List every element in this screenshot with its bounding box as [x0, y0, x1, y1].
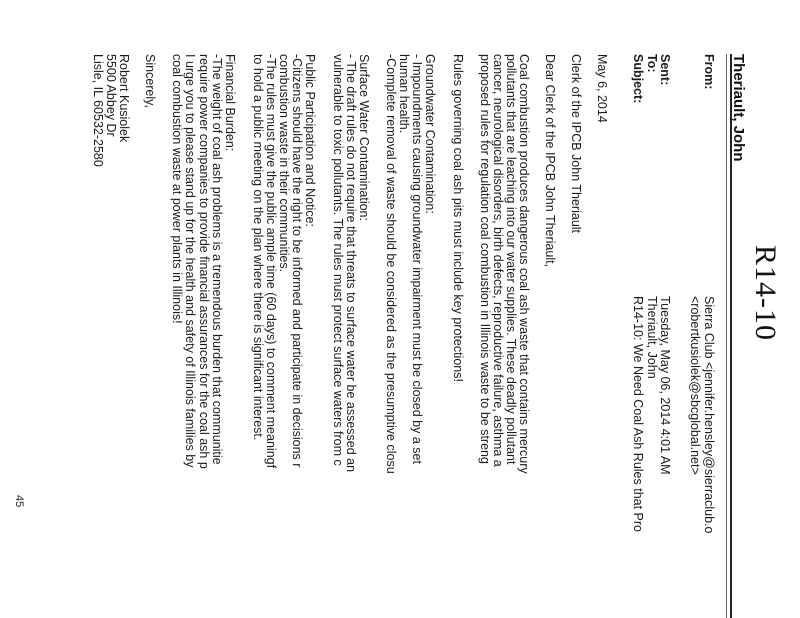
section-heading: Public Participation and Notice:: [303, 54, 317, 228]
recipient-line: Clerk of the IPCB John Theriault: [569, 54, 583, 234]
page-number: 45: [13, 495, 25, 508]
surface-water-section: [331, 54, 370, 472]
appeal-line: I urge you to please stand up for the health and safety of Illinois families by: [183, 54, 197, 468]
closing: Sincerely,: [143, 54, 157, 108]
financial-burden-section: [197, 54, 236, 469]
from-value-email: <robertkusiolek@sbcglobal.net>: [688, 296, 702, 475]
key-protections-line: Rules governing coal ash pits must include key protections!: [451, 54, 465, 382]
section-heading: Financial Burden:: [223, 54, 237, 152]
sent-value: Tuesday, May 06, 2014 4:01 AM: [658, 296, 672, 475]
section-line: vulnerable to toxic pollutants. The rules must protect surface waters from c: [331, 54, 345, 466]
section-line: -The rules must give the public ample time (60 days) to comment meaningf: [264, 54, 278, 469]
groundwater-section: [384, 54, 436, 474]
public-participation-section: [251, 54, 316, 468]
signer-city: Lisle, IL 60532-2580: [91, 54, 105, 167]
to-value: Theriault, John: [645, 296, 659, 379]
intro-line: pollutants that are leaching into our water supplies. These deadly pollutant: [504, 54, 518, 465]
sent-label: Sent:: [658, 54, 672, 86]
section-line: - The draft rules do not require that threats to surface water be assessed an: [344, 54, 358, 473]
signature-block: [91, 54, 130, 167]
from-label: From:: [702, 54, 716, 90]
section-line: human health.: [397, 54, 411, 134]
signer-street: 5500 Abbey Dr: [104, 54, 118, 137]
section-line: require power companies to provide financial assurances for the coal ash p: [197, 54, 211, 469]
salutation: Dear Clerk of the IPCB John Theriault,: [543, 54, 557, 268]
intro-paragraph: [478, 54, 530, 474]
section-line: combustion waste in their communities.: [277, 54, 291, 273]
intro-line: proposed rules for regulation coal combustion in Illinois waste to be streng: [478, 54, 492, 464]
from-value: Sierra Club <jennifer.hensley@sierraclub.o: [702, 296, 716, 534]
letter-date: May 6, 2014: [595, 54, 609, 123]
appeal-paragraph: [170, 54, 196, 467]
subject-value: R14-10: We Need Coal Ash Rules that Pro: [631, 296, 645, 533]
intro-line: Coal combustion produces dangerous coal ash waste that contains mercury: [517, 54, 531, 474]
appeal-line: coal combustion waste at power plants in Illinois!: [170, 54, 184, 324]
section-line: -The weight of coal ash problems is a tremendous burden that communitie: [210, 54, 224, 465]
to-label: To:: [645, 54, 659, 73]
section-line: to hold a public meeting on the plan where there is significant interest.: [251, 54, 265, 441]
intro-line: cancer, neurological disorders, birth defects, reproductive failure, asthma a: [491, 54, 505, 467]
docket-number: R14-10: [749, 245, 782, 341]
section-line: -Complete removal of waste should be considered as the presumptive closu: [384, 54, 398, 474]
section-line: - Impoundments causing groundwater impairment must be closed by a set: [410, 54, 424, 464]
section-heading: Surface Water Contamination:: [357, 54, 371, 221]
section-heading: Groundwater Contamination:: [423, 54, 437, 214]
subject-label: Subject:: [631, 54, 645, 104]
sender-name: Theriault, John: [730, 54, 747, 162]
signer-name: Robert Kusiolek: [117, 54, 131, 143]
header-divider: [726, 54, 732, 618]
section-line: -Citizens should have the right to be informed and participate in decisions r: [290, 54, 304, 468]
